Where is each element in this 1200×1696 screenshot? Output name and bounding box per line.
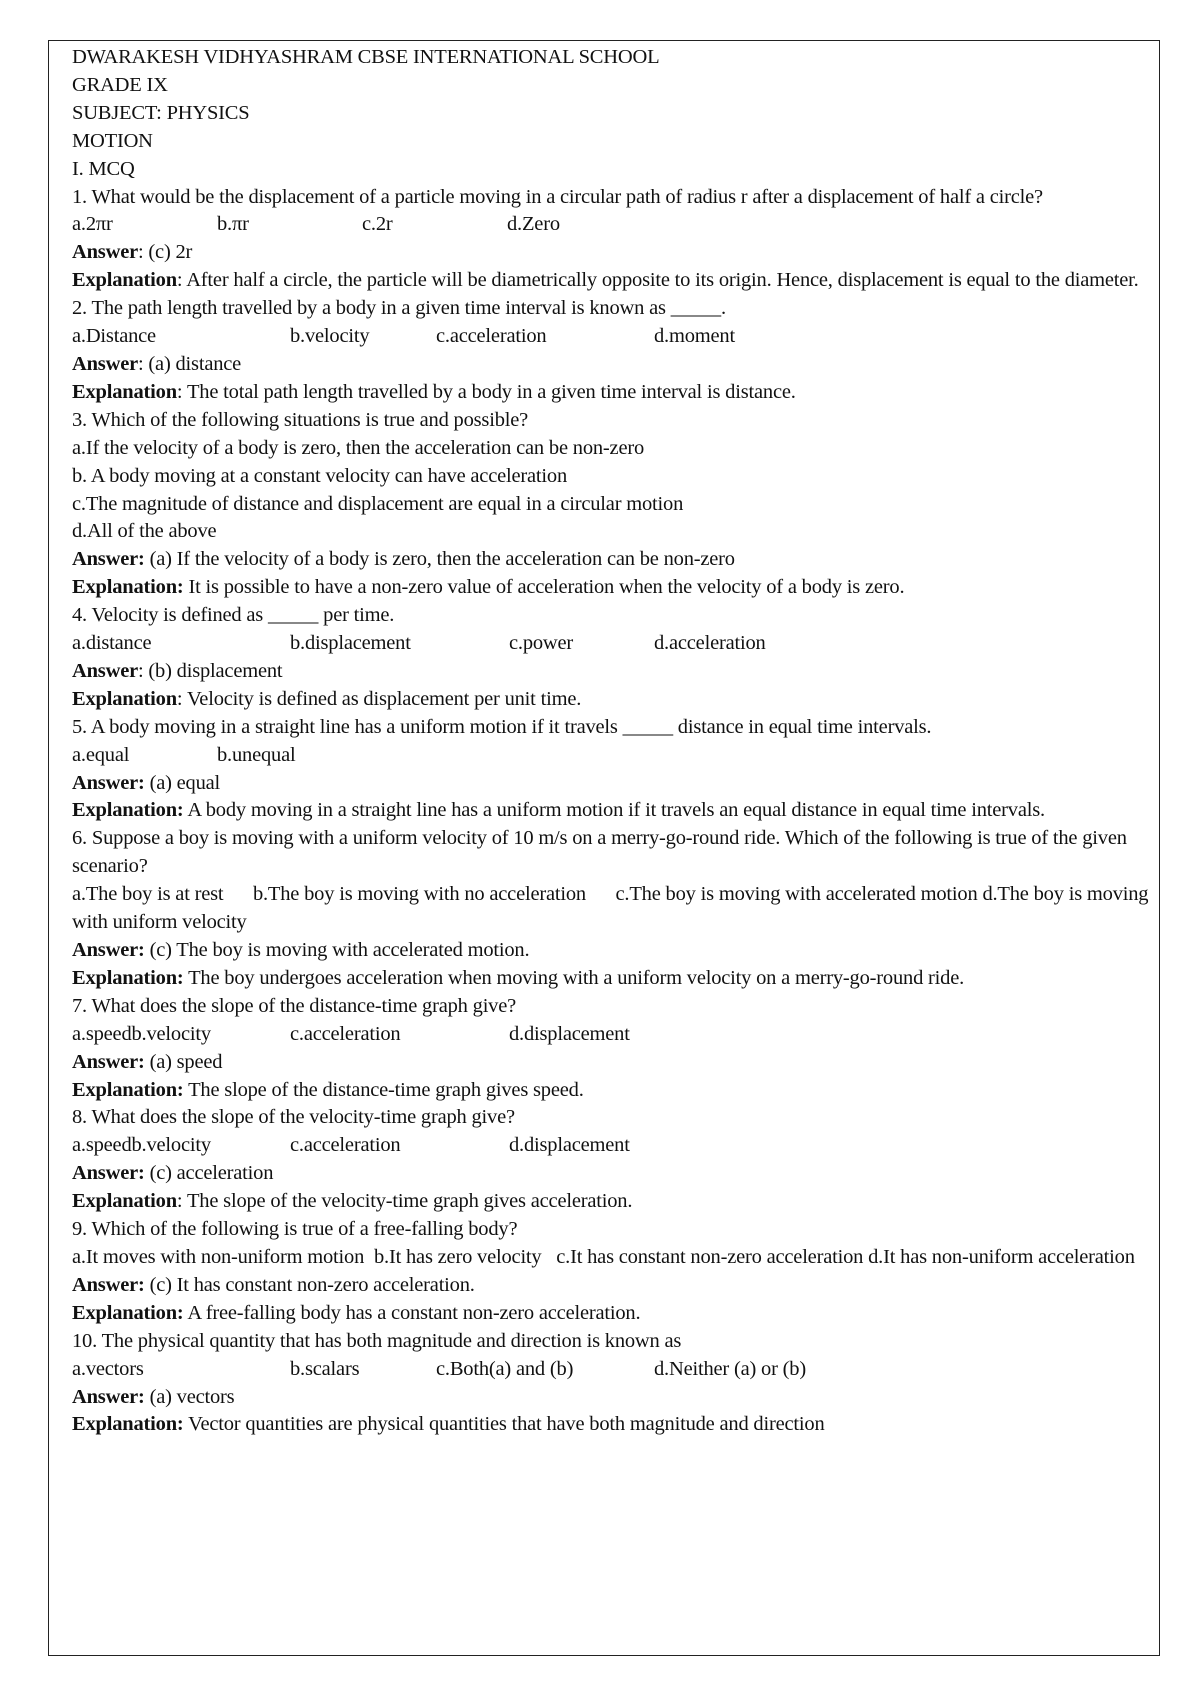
question-5: 5. A body moving in a straight line has a uniform motion if it travels _____ distance in equal time intervals.	[72, 715, 932, 738]
option-2b: b.velocity	[290, 325, 370, 348]
explanation-6: Explanation: The boy undergoes acceleration when moving with a uniform velocity on a merry-go-round ride.	[72, 966, 965, 989]
option-4a: a.distance	[72, 632, 152, 655]
answer-6: Answer: (c) The boy is moving with accelerated motion.	[72, 939, 530, 961]
question-10: 10. The physical quantity that has both magnitude and direction is known as	[72, 1329, 682, 1352]
question-7: 7. What does the slope of the distance-time graph give?	[72, 994, 517, 1017]
options-4	[72, 630, 1152, 658]
explanation-10: Explanation: Vector quantities are physical quantities that have both magnitude and direction	[72, 1413, 825, 1436]
grade: GRADE IX	[72, 73, 168, 96]
option-1b: b.πr	[217, 213, 249, 236]
options-7	[72, 1021, 1152, 1049]
answer-5: Answer: (a) equal	[72, 771, 221, 794]
document-body	[72, 44, 1152, 1439]
option-8c: c.acceleration	[290, 1134, 401, 1157]
options-10	[72, 1356, 1152, 1384]
explanation-4: Explanation: Velocity is defined as displacement per unit time.	[72, 687, 582, 710]
explanation-5: Explanation: A body moving in a straight line has a uniform motion if it travels an equal distance in equal time intervals.	[72, 799, 1045, 822]
option-10b: b.scalars	[290, 1357, 360, 1380]
answer-8: Answer: (c) acceleration	[72, 1162, 274, 1185]
option-10d: d.Neither (a) or (b)	[654, 1357, 806, 1380]
option-2a: a.Distance	[72, 325, 156, 348]
explanation-8: Explanation: The slope of the velocity-time graph gives acceleration.	[72, 1190, 633, 1213]
answer-10: Answer: (a) vectors	[72, 1385, 235, 1408]
answer-3: Answer: (a) If the velocity of a body is zero, then the acceleration can be non-zero	[72, 548, 735, 571]
explanation-3: Explanation: It is possible to have a non-zero value of acceleration when the velocity of a body is zero.	[72, 576, 905, 599]
option-1d: d.Zero	[507, 213, 560, 236]
question-3: 3. Which of the following situations is true and possible?	[72, 408, 529, 431]
question-4: 4. Velocity is defined as _____ per time.	[72, 604, 395, 627]
options-6: a.The boy is at rest b.The boy is moving with no acceleration c.The boy is moving with accelerated motion d.The boy is moving with uniform velocity	[72, 883, 1154, 934]
options-1	[72, 211, 1152, 239]
option-2c: c.acceleration	[436, 325, 547, 348]
option-1c: c.2r	[362, 213, 393, 236]
answer-2: Answer: (a) distance	[72, 352, 242, 375]
option-4d: d.acceleration	[654, 632, 766, 655]
answer-7: Answer: (a) speed	[72, 1050, 223, 1073]
option-3b: b. A body moving at a constant velocity can have acceleration	[72, 464, 568, 487]
options-2	[72, 323, 1152, 351]
option-7c: c.acceleration	[290, 1022, 401, 1045]
answer-1: Answer: (c) 2r	[72, 241, 193, 264]
question-8: 8. What does the slope of the velocity-time graph give?	[72, 1106, 515, 1129]
school-name: DWARAKESH VIDHYASHRAM CBSE INTERNATIONAL SCHOOL	[72, 46, 660, 68]
option-4c: c.power	[509, 632, 574, 655]
option-1a: a.2πr	[72, 213, 113, 236]
option-3a: a.If the velocity of a body is zero, then the acceleration can be non-zero	[72, 436, 645, 459]
question-6: 6. Suppose a boy is moving with a uniform velocity of 10 m/s on a merry-go-round ride. Which of the following is true of the given scenario?	[72, 827, 1127, 878]
answer-9: Answer: (c) It has constant non-zero acceleration.	[72, 1273, 475, 1296]
option-10c: c.Both(a) and (b)	[436, 1357, 574, 1380]
option-10a: a.vectors	[72, 1357, 144, 1380]
option-2d: d.moment	[654, 325, 735, 348]
explanation-2: Explanation: The total path length travelled by a body in a given time interval is distance.	[72, 380, 796, 403]
option-7d: d.displacement	[509, 1022, 630, 1045]
options-9: a.It moves with non-uniform motion b.It has zero velocity c.It has constant non-zero acceleration d.It has non-uniform acceleration	[72, 1245, 1135, 1268]
option-3c: c.The magnitude of distance and displacement are equal in a circular motion	[72, 492, 684, 515]
explanation-1: Explanation: After half a circle, the particle will be diametrically opposite to its origin. Hence, displacement is equal to the diameter.	[72, 269, 1139, 292]
option-4b: b.displacement	[290, 632, 411, 655]
question-9: 9. Which of the following is true of a free-falling body?	[72, 1218, 518, 1241]
explanation-9: Explanation: A free-falling body has a constant non-zero acceleration.	[72, 1301, 641, 1324]
option-8ab: a.speedb.velocity	[72, 1134, 211, 1157]
subject: SUBJECT: PHYSICS	[72, 101, 250, 124]
option-5a: a.equal	[72, 743, 130, 766]
chapter-title: MOTION	[72, 129, 153, 152]
option-5b: b.unequal	[217, 743, 296, 766]
question-1: 1. What would be the displacement of a particle moving in a circular path of radius r after a displacement of half a circle?	[72, 185, 1043, 208]
options-8	[72, 1132, 1152, 1160]
explanation-7: Explanation: The slope of the distance-time graph gives speed.	[72, 1078, 584, 1101]
option-8d: d.displacement	[509, 1134, 630, 1157]
options-5	[72, 742, 1152, 770]
section-heading: I. MCQ	[72, 157, 135, 180]
option-7ab: a.speedb.velocity	[72, 1022, 211, 1045]
option-3d: d.All of the above	[72, 520, 217, 543]
answer-4: Answer: (b) displacement	[72, 659, 283, 682]
question-2: 2. The path length travelled by a body in a given time interval is known as _____.	[72, 297, 726, 320]
